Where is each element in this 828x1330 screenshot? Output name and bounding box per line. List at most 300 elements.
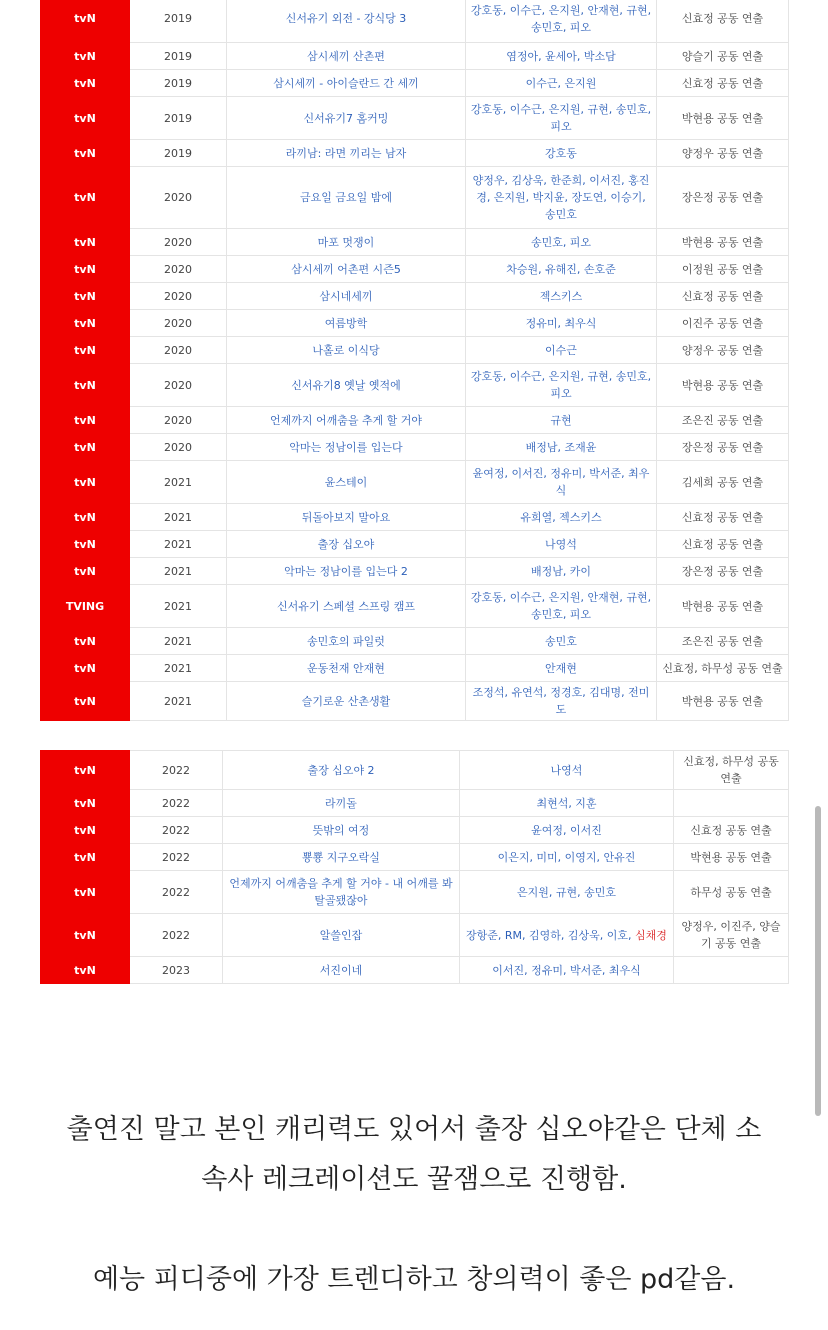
- note-cell-text: 양정우 공동 연출: [681, 343, 764, 357]
- table-row: [41, 229, 789, 256]
- network-cell-text: tvN: [74, 49, 96, 63]
- year-cell: [130, 817, 223, 844]
- network-cell-text: TVING: [65, 599, 105, 613]
- year-cell-text: 2021: [164, 694, 192, 708]
- network-cell: [41, 256, 130, 283]
- table-row: [41, 70, 789, 97]
- works-table-bottom: [40, 750, 789, 984]
- year-cell: [130, 407, 227, 434]
- title-cell[interactable]: [227, 0, 466, 43]
- network-cell: [41, 504, 130, 531]
- note-cell: [674, 844, 789, 871]
- cast-cell-text[interactable]: 이은지, 미미, 이영지, 안유진: [497, 850, 636, 864]
- cast-cell[interactable]: [460, 871, 674, 914]
- year-cell-text: 2020: [164, 413, 192, 427]
- year-cell-text: 2021: [164, 634, 192, 648]
- cast-cell-text[interactable]: 나영석: [550, 763, 583, 777]
- year-cell-text: 2020: [164, 262, 192, 276]
- title-cell-text[interactable]: 뜻밖의 여정: [312, 823, 370, 837]
- caption-line-1: 출연진 말고 본인 캐리력도 있어서 출장 십오야같은 단체 소: [66, 1114, 762, 1145]
- table-row: [41, 558, 789, 585]
- network-cell: [41, 844, 130, 871]
- network-cell: [41, 43, 130, 70]
- note-cell: [674, 957, 789, 984]
- cast-cell[interactable]: [460, 817, 674, 844]
- cast-cell[interactable]: [466, 283, 657, 310]
- network-cell: [41, 531, 130, 558]
- title-cell[interactable]: [227, 364, 466, 407]
- note-cell: [657, 283, 789, 310]
- year-cell: [130, 585, 227, 628]
- table-row: [41, 504, 789, 531]
- year-cell-text: 2020: [164, 289, 192, 303]
- year-cell: [130, 283, 227, 310]
- network-cell-text: tvN: [74, 475, 96, 489]
- cast-cell[interactable]: [466, 256, 657, 283]
- note-cell: [657, 585, 789, 628]
- network-cell: [41, 790, 130, 817]
- cast-cell-text[interactable]: 이수근, 은지원: [525, 76, 597, 90]
- network-cell-text: tvN: [74, 146, 96, 160]
- cast-cell-text[interactable]: 안재현: [545, 661, 577, 675]
- title-cell[interactable]: [227, 558, 466, 585]
- network-cell: [41, 167, 130, 229]
- network-cell-text: tvN: [74, 634, 96, 648]
- note-cell-text: 이정원 공동 연출: [681, 262, 764, 276]
- year-cell: [130, 140, 227, 167]
- title-cell-text[interactable]: 서진이네: [319, 963, 363, 977]
- year-cell-text: 2020: [164, 316, 192, 330]
- cast-cell-text[interactable]: 규현: [550, 413, 572, 427]
- network-cell: [41, 70, 130, 97]
- cast-cell-text[interactable]: 나영석: [545, 537, 577, 551]
- cast-cell[interactable]: [466, 310, 657, 337]
- cast-cell-text[interactable]: 장항준, RM, 김영하, 김상욱, 이호,: [466, 928, 636, 942]
- note-cell-text: 신효정 공동 연출: [690, 823, 772, 837]
- cast-cell[interactable]: [466, 461, 657, 504]
- year-cell-text: 2022: [162, 763, 190, 777]
- note-cell-text: 박현용 공동 연출: [681, 111, 764, 125]
- network-cell: [41, 957, 130, 984]
- note-cell-text: 신효정 공동 연출: [681, 510, 764, 524]
- title-cell-text[interactable]: 운동천재 안재현: [307, 661, 385, 675]
- cast-cell-text[interactable]: 배정남, 카이: [530, 564, 592, 578]
- year-cell-text: 2021: [164, 475, 192, 489]
- title-cell-text[interactable]: 언제까지 어깨춤을 추게 할 거야 - 내 어깨를 봐 탈골됐잖아: [229, 877, 453, 907]
- year-cell-text: 2022: [162, 928, 190, 942]
- title-cell[interactable]: [227, 655, 466, 682]
- table-row: [41, 871, 789, 914]
- network-cell-text: tvN: [74, 885, 96, 899]
- note-cell: [657, 655, 789, 682]
- note-cell: [657, 43, 789, 70]
- year-cell: [130, 364, 227, 407]
- note-cell-text: 조은진 공동 연출: [681, 413, 764, 427]
- network-cell-text: tvN: [74, 191, 96, 204]
- network-cell-text: tvN: [74, 510, 96, 524]
- network-cell-text: tvN: [74, 694, 96, 708]
- year-cell-text: 2019: [164, 12, 192, 25]
- cast-cell[interactable]: [466, 229, 657, 256]
- cast-cell[interactable]: [466, 682, 657, 721]
- table-row: [41, 682, 789, 721]
- table-row: [41, 817, 789, 844]
- title-cell[interactable]: [227, 628, 466, 655]
- scrollbar[interactable]: [815, 806, 821, 1116]
- network-cell-text: tvN: [74, 12, 96, 25]
- title-cell-text[interactable]: 악마는 정남이를 입는다 2: [284, 564, 408, 578]
- network-cell: [41, 751, 130, 790]
- title-cell[interactable]: [227, 531, 466, 558]
- title-cell-text[interactable]: 악마는 정남이를 입는다: [289, 440, 403, 454]
- cast-cell-text[interactable]: 강호동: [545, 146, 577, 160]
- cast-cell[interactable]: [466, 337, 657, 364]
- cast-cell-text[interactable]: 염정아, 윤세아, 박소담: [506, 49, 616, 63]
- network-cell: [41, 407, 130, 434]
- cast-cell-text[interactable]: 윤여정, 이서진: [531, 823, 602, 837]
- cast-cell[interactable]: [466, 167, 657, 229]
- title-cell-text[interactable]: 출장 십오야 2: [307, 763, 375, 777]
- note-cell-text: 장은정 공동 연출: [681, 191, 764, 204]
- cast-cell[interactable]: [466, 364, 657, 407]
- table-row: [41, 167, 789, 229]
- year-cell: [130, 957, 223, 984]
- year-cell: [130, 337, 227, 364]
- network-cell: [41, 97, 130, 140]
- year-cell: [130, 504, 227, 531]
- table-row: [41, 844, 789, 871]
- caption-line-3: 예능 피디중에 가장 트렌디하고 창의력이 좋은 pd같음.: [92, 1264, 736, 1295]
- year-cell-text: 2022: [162, 796, 190, 810]
- table-row: [41, 256, 789, 283]
- title-cell[interactable]: [227, 461, 466, 504]
- title-cell-text[interactable]: 슬기로운 산촌생활: [301, 694, 391, 708]
- title-cell-text[interactable]: 뒤돌아보지 말아요: [301, 510, 391, 524]
- network-cell: [41, 364, 130, 407]
- network-cell-text: tvN: [74, 378, 96, 392]
- title-cell[interactable]: [227, 167, 466, 229]
- title-cell[interactable]: [223, 914, 460, 957]
- cast-cell-text[interactable]: 이수근: [545, 343, 577, 357]
- network-cell-text: tvN: [74, 289, 96, 303]
- note-cell-text: 박현용 공동 연출: [681, 694, 764, 708]
- cast-cell-text[interactable]: 정유미, 최우식: [525, 316, 597, 330]
- network-cell-text: tvN: [74, 850, 96, 864]
- title-cell-text[interactable]: 알쓸인잡: [319, 928, 363, 942]
- title-cell-text[interactable]: 신서유기7 홈커밍: [303, 111, 389, 125]
- title-cell[interactable]: [227, 310, 466, 337]
- cast-cell-text[interactable]: 윤여정, 이서진, 정유미, 박서준, 최우식: [472, 467, 650, 497]
- cast-cell-text[interactable]: 유희열, 젝스키스: [520, 510, 602, 524]
- network-cell-text: tvN: [74, 343, 96, 357]
- title-cell-text[interactable]: 금요일 금요일 밤에: [299, 191, 392, 204]
- note-cell: [657, 310, 789, 337]
- year-cell: [130, 871, 223, 914]
- title-cell[interactable]: [227, 682, 466, 721]
- note-cell-text: 조은진 공동 연출: [681, 634, 764, 648]
- cast-cell[interactable]: [466, 43, 657, 70]
- caption-line-2: 속사 레크레이션도 꿀잼으로 진행함.: [201, 1164, 627, 1195]
- table-row: [41, 337, 789, 364]
- cast-cell[interactable]: [466, 70, 657, 97]
- note-cell-text: 양정우, 이진주, 양슬기 공동 연출: [681, 920, 781, 950]
- network-cell: [41, 655, 130, 682]
- network-cell: [41, 337, 130, 364]
- year-cell: [130, 167, 227, 229]
- cast-cell-text[interactable]: 강호동, 이수근, 은지원, 규현, 송민호, 피오: [470, 370, 652, 400]
- cast-cell-text[interactable]: 강호동, 이수근, 은지원, 안재현, 규현, 송민호, 피오: [470, 3, 652, 34]
- cast-cell-text[interactable]: 젝스키스: [539, 289, 583, 303]
- year-cell-text: 2020: [164, 378, 192, 392]
- year-cell: [130, 914, 223, 957]
- network-cell-text: tvN: [74, 537, 96, 551]
- network-cell-text: tvN: [74, 564, 96, 578]
- title-cell[interactable]: [227, 140, 466, 167]
- cast-cell[interactable]: [466, 558, 657, 585]
- note-cell-text: 양정우 공동 연출: [681, 146, 764, 160]
- title-cell-text[interactable]: 송민호의 파일럿: [307, 634, 385, 648]
- title-cell-text[interactable]: 여름방학: [324, 316, 368, 330]
- cast-cell[interactable]: [466, 531, 657, 558]
- year-cell: [130, 844, 223, 871]
- table-row: [41, 434, 789, 461]
- year-cell-text: 2022: [162, 885, 190, 899]
- note-cell-text: 이진주 공동 연출: [681, 316, 764, 330]
- network-cell-text: tvN: [74, 796, 96, 810]
- network-cell-text: tvN: [74, 262, 96, 276]
- year-cell: [130, 43, 227, 70]
- note-cell-text: 박현용 공동 연출: [681, 378, 764, 392]
- table-row: [41, 914, 789, 957]
- note-cell: [657, 337, 789, 364]
- cast-cell[interactable]: [466, 504, 657, 531]
- network-cell-text: tvN: [74, 440, 96, 454]
- title-cell[interactable]: [227, 43, 466, 70]
- cast-cell[interactable]: [466, 628, 657, 655]
- cast-cell[interactable]: [466, 407, 657, 434]
- title-cell-text[interactable]: 출장 십오야: [317, 537, 375, 551]
- year-cell: [130, 790, 223, 817]
- note-cell: [657, 531, 789, 558]
- network-cell: [41, 871, 130, 914]
- table-row: [41, 0, 789, 43]
- title-cell-text[interactable]: 윤스테이: [324, 475, 368, 489]
- title-cell[interactable]: [223, 957, 460, 984]
- title-cell[interactable]: [227, 585, 466, 628]
- title-cell[interactable]: [227, 434, 466, 461]
- note-cell: [657, 628, 789, 655]
- note-cell-text: 박현용 공동 연출: [690, 850, 772, 864]
- cast-cell-text[interactable]: 강호동, 이수근, 은지원, 규현, 송민호, 피오: [470, 103, 652, 133]
- cast-cell[interactable]: [466, 97, 657, 140]
- table-row: [41, 585, 789, 628]
- network-cell: [41, 283, 130, 310]
- note-cell-text: 신효정, 하무성 공동 연출: [662, 661, 783, 675]
- cast-cell-text[interactable]: 배정남, 조재윤: [525, 440, 597, 454]
- year-cell: [130, 229, 227, 256]
- table-row: [41, 751, 789, 790]
- network-cell: [41, 461, 130, 504]
- cast-cell[interactable]: [460, 957, 674, 984]
- note-cell: [657, 461, 789, 504]
- network-cell: [41, 310, 130, 337]
- note-cell: [657, 140, 789, 167]
- year-cell: [130, 751, 223, 790]
- cast-cell[interactable]: [460, 844, 674, 871]
- network-cell: [41, 140, 130, 167]
- year-cell: [130, 628, 227, 655]
- note-cell-text: 양슬기 공동 연출: [681, 49, 764, 63]
- cast-cell-text[interactable]: 조정석, 유연석, 정경호, 김대명, 전미도: [472, 686, 650, 716]
- title-cell-text[interactable]: 언제까지 어깨춤을 추게 할 거야: [269, 413, 423, 427]
- note-cell-text: 신효정 공동 연출: [681, 12, 764, 25]
- network-cell-text: tvN: [74, 235, 96, 249]
- note-cell: [657, 167, 789, 229]
- year-cell-text: 2020: [164, 440, 192, 454]
- note-cell-text: 신효정 공동 연출: [681, 76, 764, 90]
- title-cell[interactable]: [227, 283, 466, 310]
- note-cell: [657, 364, 789, 407]
- year-cell: [130, 97, 227, 140]
- title-cell-text[interactable]: 삼시네세끼: [319, 289, 373, 303]
- note-cell: [657, 256, 789, 283]
- year-cell: [130, 70, 227, 97]
- title-cell-text[interactable]: 신서유기 외전 - 강식당 3: [285, 12, 407, 25]
- year-cell-text: 2020: [164, 191, 192, 204]
- title-cell[interactable]: [223, 871, 460, 914]
- network-cell-text: tvN: [74, 661, 96, 675]
- title-cell-text[interactable]: 삼시세끼 산촌편: [307, 49, 385, 63]
- note-cell-text: 신효정 공동 연출: [681, 537, 764, 551]
- year-cell-text: 2020: [164, 235, 192, 249]
- year-cell: [130, 531, 227, 558]
- title-cell[interactable]: [227, 337, 466, 364]
- cast-cell[interactable]: [466, 0, 657, 43]
- title-cell[interactable]: [227, 97, 466, 140]
- title-cell-text[interactable]: 라끼남: 라면 끼리는 남자: [285, 146, 407, 160]
- table-row: [41, 461, 789, 504]
- note-cell: [657, 229, 789, 256]
- year-cell: [130, 558, 227, 585]
- cast-cell[interactable]: [460, 790, 674, 817]
- table-row: [41, 43, 789, 70]
- table-row: [41, 97, 789, 140]
- table-row: [41, 655, 789, 682]
- title-cell-text[interactable]: 마포 멋쟁이: [317, 235, 375, 249]
- title-cell[interactable]: [227, 70, 466, 97]
- cast-cell[interactable]: [466, 585, 657, 628]
- year-cell: [130, 461, 227, 504]
- cast-cell-text[interactable]: 은지원, 규현, 송민호: [517, 885, 616, 899]
- year-cell-text: 2023: [162, 963, 190, 977]
- cast-cell-text[interactable]: 최현석, 지훈: [536, 796, 597, 810]
- title-cell[interactable]: [223, 790, 460, 817]
- cast-cell-text[interactable]: 강호동, 이수근, 은지원, 안재현, 규현, 송민호, 피오: [470, 591, 652, 621]
- network-cell-text: tvN: [74, 111, 96, 125]
- title-cell-text[interactable]: 나홀로 이식당: [312, 343, 380, 357]
- network-cell-text: tvN: [74, 316, 96, 330]
- table-row: [41, 957, 789, 984]
- year-cell-text: 2021: [164, 599, 192, 613]
- note-cell: [674, 817, 789, 844]
- note-cell: [657, 97, 789, 140]
- cast-cell-text[interactable]: 송민호: [545, 634, 577, 648]
- cast-cell[interactable]: [466, 434, 657, 461]
- note-cell-text: 하무성 공동 연출: [690, 885, 772, 899]
- title-cell-text[interactable]: 신서유기 스페셜 스프링 캠프: [276, 599, 415, 613]
- title-cell[interactable]: [227, 229, 466, 256]
- title-cell-text[interactable]: 신서유기8 옛날 옛적에: [291, 378, 401, 392]
- table-row: [41, 531, 789, 558]
- year-cell-text: 2021: [164, 564, 192, 578]
- cast-cell-text[interactable]: 양정우, 김상욱, 한준희, 이서진, 홍진경, 은지원, 박지윤, 장도연, 이승기, 송민호: [472, 174, 650, 221]
- cast-cell-text[interactable]: 차승원, 유해진, 손호준: [506, 262, 616, 276]
- works-table-top: [40, 0, 789, 721]
- year-cell-text: 2021: [164, 510, 192, 524]
- title-cell-text[interactable]: 삼시세끼 어촌편 시즌5: [291, 262, 401, 276]
- cast-cell-text[interactable]: 송민호, 피오: [530, 235, 592, 249]
- network-cell: [41, 628, 130, 655]
- title-cell[interactable]: [227, 504, 466, 531]
- cast-cell[interactable]: [460, 914, 674, 957]
- cast-cell[interactable]: [460, 751, 674, 790]
- note-cell: [674, 914, 789, 957]
- note-cell-text: 신효정 공동 연출: [681, 289, 764, 303]
- year-cell: [130, 0, 227, 43]
- cast-cell[interactable]: [466, 140, 657, 167]
- network-cell: [41, 914, 130, 957]
- cast-cell-text[interactable]: 이서진, 정유미, 박서준, 최우식: [492, 963, 641, 977]
- year-cell-text: 2021: [164, 661, 192, 675]
- table-row: [41, 283, 789, 310]
- title-cell[interactable]: [227, 256, 466, 283]
- network-cell-text: tvN: [74, 413, 96, 427]
- title-cell-text[interactable]: 뿅뿅 지구오락실: [302, 850, 380, 864]
- year-cell-text: 2022: [162, 850, 190, 864]
- network-cell: [41, 229, 130, 256]
- title-cell[interactable]: [223, 817, 460, 844]
- note-cell: [657, 70, 789, 97]
- network-cell-text: tvN: [74, 823, 96, 837]
- network-cell: [41, 558, 130, 585]
- year-cell-text: 2021: [164, 537, 192, 551]
- note-cell-text: 장은정 공동 연출: [681, 564, 764, 578]
- title-cell[interactable]: [223, 844, 460, 871]
- note-cell: [674, 790, 789, 817]
- title-cell-text[interactable]: 삼시세끼 - 아이슬란드 간 세끼: [273, 76, 419, 90]
- network-cell-text: tvN: [74, 928, 96, 942]
- year-cell-text: 2022: [162, 823, 190, 837]
- table-row: [41, 790, 789, 817]
- note-cell: [657, 558, 789, 585]
- year-cell-text: 2019: [164, 76, 192, 90]
- note-cell-text: 김세희 공동 연출: [681, 475, 764, 489]
- cast-cell[interactable]: [466, 655, 657, 682]
- cast-highlight-text[interactable]: 심채경: [635, 928, 667, 942]
- note-cell: [657, 0, 789, 43]
- title-cell[interactable]: [227, 407, 466, 434]
- year-cell-text: 2020: [164, 343, 192, 357]
- year-cell: [130, 256, 227, 283]
- note-cell: [657, 407, 789, 434]
- year-cell-text: 2019: [164, 49, 192, 63]
- note-cell-text: 장은정 공동 연출: [681, 440, 764, 454]
- title-cell[interactable]: [223, 751, 460, 790]
- note-cell: [674, 871, 789, 914]
- network-cell: [41, 585, 130, 628]
- year-cell: [130, 655, 227, 682]
- title-cell-text[interactable]: 라끼돌: [325, 796, 357, 810]
